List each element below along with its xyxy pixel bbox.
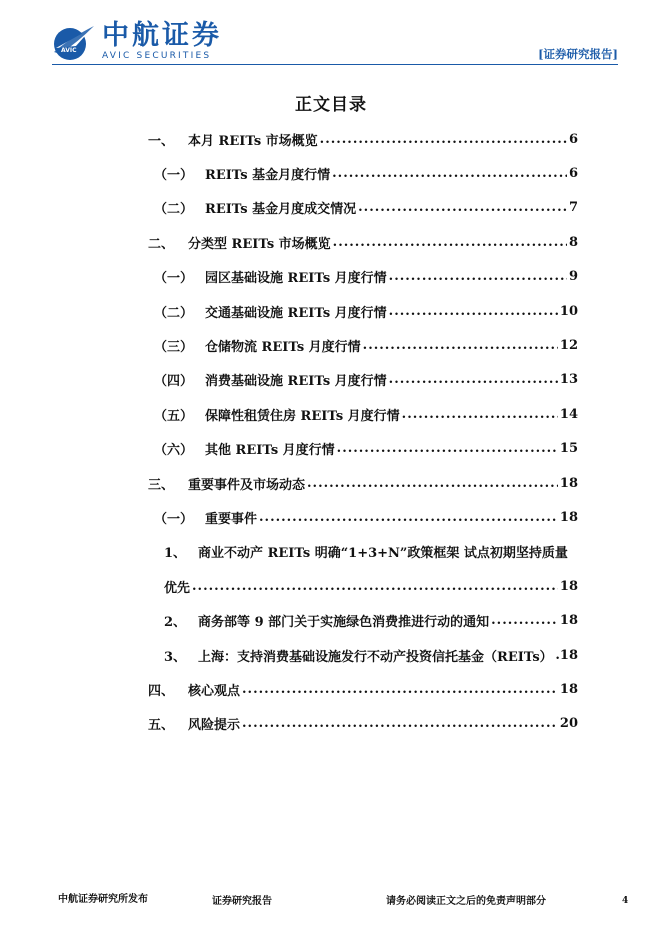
toc-entry-label: 其他 REITs 月度行情	[205, 443, 335, 459]
toc-entry-4[interactable]	[148, 672, 578, 706]
toc-entry-page: 6	[568, 166, 578, 182]
toc-leader-dots	[333, 235, 567, 250]
toc-entry-label: 重要事件	[205, 511, 258, 527]
toc-entry-label: 核心观点	[188, 683, 241, 699]
toc-entry-label: 上海：支持消费基础设施发行不动产投资信托基金（REITs）	[198, 649, 553, 665]
toc-leader-dots	[192, 579, 558, 594]
toc-entry-page: 9	[568, 269, 578, 285]
toc-entry-number: （一）	[154, 271, 194, 287]
toc-entry-number: 1、	[164, 546, 187, 562]
toc-entry-3-1-1[interactable]	[148, 535, 578, 569]
toc-entry-label: 园区基础设施 REITs 月度行情	[205, 271, 387, 287]
footer-page-number: 4	[622, 896, 629, 906]
toc-entry-page: 13	[559, 372, 578, 388]
toc-entry-1-2[interactable]	[148, 191, 578, 225]
toc-entry-page: .18	[555, 647, 578, 663]
toc-entry-3-1-3[interactable]	[148, 638, 578, 672]
toc-entry-number: 二、	[148, 236, 175, 252]
toc-entry-number: （三）	[154, 340, 194, 356]
toc-entry-page: 7	[568, 200, 578, 216]
footer-disclaimer: 请务必阅读正文之后的免责声明部分	[386, 896, 546, 907]
toc-leader-dots	[358, 200, 567, 215]
toc-entry-page: 10	[559, 303, 578, 319]
toc-entry-1-1[interactable]	[148, 156, 578, 190]
table-of-contents	[148, 122, 578, 741]
toc-entry-page: 18	[559, 613, 578, 629]
toc-entry-number: 一、	[148, 133, 175, 149]
toc-entry-number: （六）	[154, 443, 194, 459]
toc-entry-number: 三、	[148, 477, 175, 493]
toc-entry-label: REITs 基金月度行情	[205, 168, 331, 184]
page-header	[0, 0, 662, 70]
page-footer	[0, 888, 662, 912]
toc-leader-dots	[337, 441, 558, 456]
toc-entry-page: 20	[559, 716, 578, 732]
toc-entry-page: 15	[559, 441, 578, 457]
toc-entry-page: 12	[559, 338, 578, 354]
toc-entry-number: （一）	[154, 511, 194, 527]
toc-entry-label: 交通基础设施 REITs 月度行情	[205, 305, 387, 321]
toc-entry-label: 保障性租赁住房 REITs 月度行情	[205, 408, 400, 424]
logo-chinese-name: 中航证券	[102, 20, 222, 51]
toc-entry-number: （一）	[154, 168, 194, 184]
toc-entry-label: 本月 REITs 市场概览	[188, 133, 318, 149]
toc-entry-number: 五、	[148, 718, 175, 734]
footer-publisher: 中航证券研究所发布	[58, 894, 148, 905]
toc-entry-label: 商业不动产 REITs 明确“1+3+N”政策框架 试点初期坚持质量	[198, 546, 568, 562]
toc-entry-label: 仓储物流 REITs 月度行情	[205, 340, 361, 356]
toc-entry-2[interactable]	[148, 225, 578, 259]
toc-title: 正文目录	[295, 95, 367, 115]
toc-entry-label: 商务部等 9 部门关于实施绿色消费推进行动的通知	[198, 615, 490, 631]
toc-leader-dots	[307, 476, 558, 491]
toc-entry-page: 18	[559, 475, 578, 491]
toc-entry-page: 18	[559, 681, 578, 697]
footer-report-type: 证券研究报告	[212, 896, 272, 907]
toc-leader-dots	[332, 166, 567, 181]
toc-entry-label: 分类型 REITs 市场概览	[188, 236, 331, 252]
toc-entry-number: （五）	[154, 408, 194, 424]
toc-entry-number: 2、	[164, 615, 187, 631]
report-tag: [证券研究报告]	[538, 47, 618, 61]
toc-leader-dots	[389, 372, 558, 387]
toc-entry-label: 风险提示	[188, 718, 241, 734]
toc-entry-2-6[interactable]	[148, 432, 578, 466]
toc-leader-dots	[389, 304, 558, 319]
toc-entry-page: 14	[559, 406, 578, 422]
toc-leader-dots	[242, 682, 558, 697]
toc-entry-number: 3、	[164, 649, 187, 665]
toc-entry-label: 重要事件及市场动态	[188, 477, 306, 493]
toc-entry-3-1-2[interactable]	[148, 603, 578, 637]
toc-entry-3[interactable]	[148, 466, 578, 500]
toc-entry-2-1[interactable]	[148, 260, 578, 294]
toc-entry-3-1-1-continued[interactable]	[148, 569, 578, 603]
toc-entry-5[interactable]	[148, 707, 578, 741]
toc-entry-page: 6	[568, 131, 578, 147]
logo-badge-text: AVIC	[61, 47, 77, 54]
toc-leader-dots	[491, 613, 558, 628]
toc-entry-label: 消费基础设施 REITs 月度行情	[205, 374, 387, 390]
toc-leader-dots	[259, 510, 558, 525]
logo-english-name: AVIC SECURITIES	[102, 51, 212, 61]
header-divider	[52, 64, 618, 65]
toc-leader-dots	[363, 338, 558, 353]
toc-entry-number: （二）	[154, 202, 194, 218]
toc-entry-2-2[interactable]	[148, 294, 578, 328]
toc-leader-dots	[320, 132, 567, 147]
toc-entry-number: （四）	[154, 374, 194, 390]
company-logo	[52, 20, 242, 68]
toc-entry-number: （二）	[154, 305, 194, 321]
toc-entry-page: 18	[559, 509, 578, 525]
toc-entry-2-5[interactable]	[148, 397, 578, 431]
toc-entry-2-3[interactable]	[148, 328, 578, 362]
toc-entry-page: 18	[559, 578, 578, 594]
toc-leader-dots	[242, 716, 558, 731]
toc-leader-dots	[402, 407, 558, 422]
toc-entry-page: 8	[568, 234, 578, 250]
toc-leader-dots	[389, 269, 567, 284]
toc-entry-2-4[interactable]	[148, 363, 578, 397]
toc-entry-label: 优先	[164, 580, 191, 596]
toc-entry-label: REITs 基金月度成交情况	[205, 202, 357, 218]
toc-entry-1[interactable]	[148, 122, 578, 156]
toc-entry-3-1[interactable]	[148, 500, 578, 534]
avic-logo-icon	[52, 22, 96, 62]
toc-entry-number: 四、	[148, 683, 175, 699]
